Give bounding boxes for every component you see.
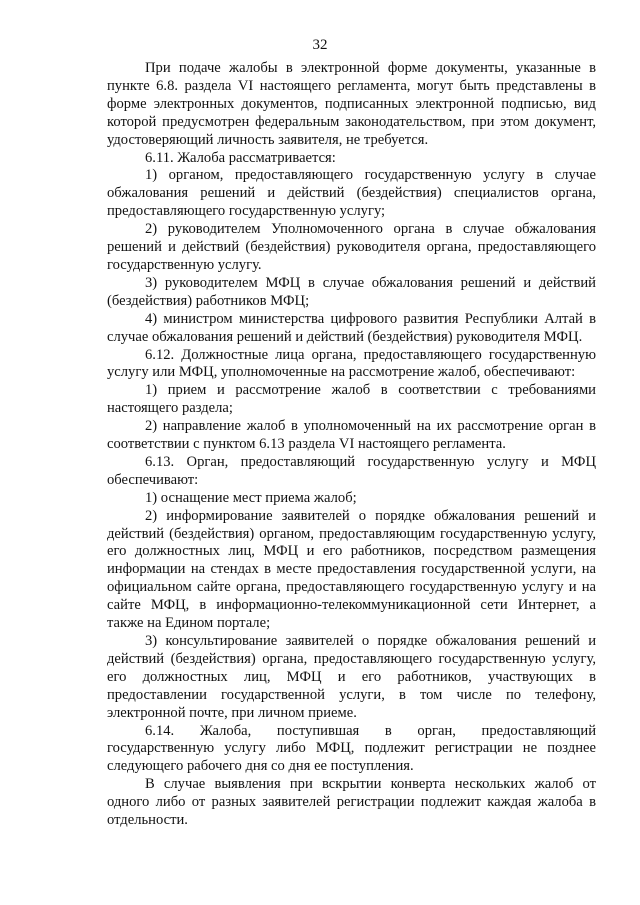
- paragraph-6-11-item-2: 2) руководителем Уполномоченного органа в случае обжалования решений и действий (бездействия) руководителя органа, предоставляющего государственную услугу.: [107, 221, 596, 273]
- paragraph-6-11-item-4: 4) министром министерства цифрового развития Республики Алтай в случае обжалования решений и действий (бездействия) руководителя МФЦ.: [107, 310, 596, 345]
- paragraph-electronic-documents: При подаче жалобы в электронной форме документы, указанные в пункте 6.8. раздела VI настоящего регламента, могут быть представлены в форме электронных документов, подписанных электронной подписью, вид которой предусмотрен федеральным законодательством, при этом документ, удостоверяющий личность заявителя, не требуется.: [107, 60, 596, 148]
- paragraph-6-12-heading: 6.12. Должностные лица органа, предоставляющего государственную услугу или МФЦ, уполномоченные на рассмотрение жалоб, обеспечивают:: [107, 346, 596, 381]
- paragraph-6-11-heading: 6.11. Жалоба рассматривается:: [145, 149, 336, 166]
- paragraph-6-14: 6.14. Жалоба, поступившая в орган, предоставляющий государственную услугу либо МФЦ, подлежит регистрации не позднее следующего рабочего дня со дня ее поступления.: [107, 722, 596, 775]
- page-number: 32: [312, 37, 328, 53]
- paragraph-multiple-complaints: В случае выявления при вскрытии конверта нескольких жалоб от одного либо от разных заявителей регистрации подлежит каждая жалоба в отдельности.: [107, 776, 596, 829]
- paragraph-6-13-item-2: 2) информирование заявителей о порядке обжалования решений и действий (бездействия) органом, предоставляющим государственную услугу, его должностных лиц, МФЦ и его работников, посредством размещения информации на стендах в месте предоставления государственной услуги, на официальном сайте органа, предоставляющего государственную услугу и на сайте МФЦ, в информационно-телекоммуникационной сети Интернет, а также на Едином портале;: [107, 507, 596, 632]
- paragraph-6-13-item-1: 1) оснащение мест приема жалоб;: [145, 489, 357, 506]
- paragraph-6-11-item-1: 1) органом, предоставляющего государственную услугу в случае обжалования решений и действий (бездействия) специалистов органа, предоставляющего государственную услугу;: [107, 167, 596, 220]
- paragraph-6-12-item-2: 2) направление жалоб в уполномоченный на их рассмотрение орган в соответствии с пунктом 6.13 раздела VI настоящего регламента.: [107, 418, 596, 453]
- paragraph-6-13-heading: 6.13. Орган, предоставляющий государственную услугу и МФЦ обеспечивают:: [107, 453, 596, 488]
- document-body: [107, 60, 596, 830]
- paragraph-6-11-item-3: 3) руководителем МФЦ в случае обжалования решений и действий (бездействия) работников МФЦ;: [107, 274, 596, 309]
- paragraph-6-13-item-3: 3) консультирование заявителей о порядке обжалования решений и действий (бездействия) органа, предоставляющего государственную услугу, его должностных лиц, МФЦ и его работников, участвующих в предоставлении государственной услуги, в том числе по телефону, электронной почте, при личном приеме.: [107, 633, 596, 721]
- paragraph-6-12-item-1: 1) прием и рассмотрение жалоб в соответствии с требованиями настоящего раздела;: [107, 382, 596, 417]
